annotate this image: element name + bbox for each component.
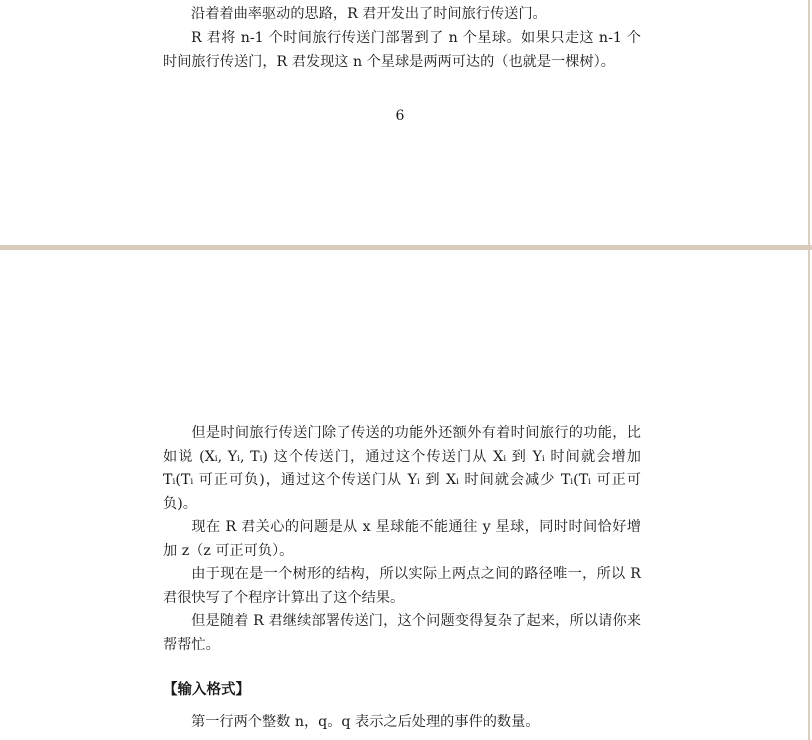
paragraph: 沿着着曲率驱动的思路，R 君开发出了时间旅行传送门。 [191, 6, 547, 22]
paragraph: 第一行两个整数 n，q。q 表示之后处理的事件的数量。 [191, 714, 540, 730]
page-number: 6 [395, 108, 405, 124]
paragraph: 现在 R 君关心的问题是从 x 星球能不能通往 y 星球，同时时间恰好增加 z（z 可正可负）。 [163, 519, 641, 559]
section-heading-input-format: 【输入格式】 [163, 682, 250, 698]
page [0, 250, 810, 740]
paragraph: 但是时间旅行传送门除了传送的功能外还额外有着时间旅行的功能，比如说 (Xᵢ, Yᵢ, Tᵢ) 这个传送门，通过这个传送门从 Xᵢ 到 Yᵢ 时间就会增加 Tᵢ(Tᵢ 可正可负)，通过这个传送门从 Yᵢ 到 Xᵢ 时间就会减少 Tᵢ(Tᵢ 可正可负)。 [163, 425, 641, 512]
paragraph: R 君将 n-1 个时间旅行传送门部署到了 n 个星球。如果只走这 n-1 个时间旅行传送门，R 君发现这 n 个星球是两两可达的（也就是一棵树）。 [163, 30, 641, 70]
page [0, 0, 810, 245]
paragraph: 但是随着 R 君继续部署传送门，这个问题变得复杂了起来，所以请你来帮帮忙。 [163, 613, 641, 653]
paragraph: 由于现在是一个树形的结构，所以实际上两点之间的路径唯一，所以 R 君很快写了个程序计算出了这个结果。 [163, 566, 641, 606]
